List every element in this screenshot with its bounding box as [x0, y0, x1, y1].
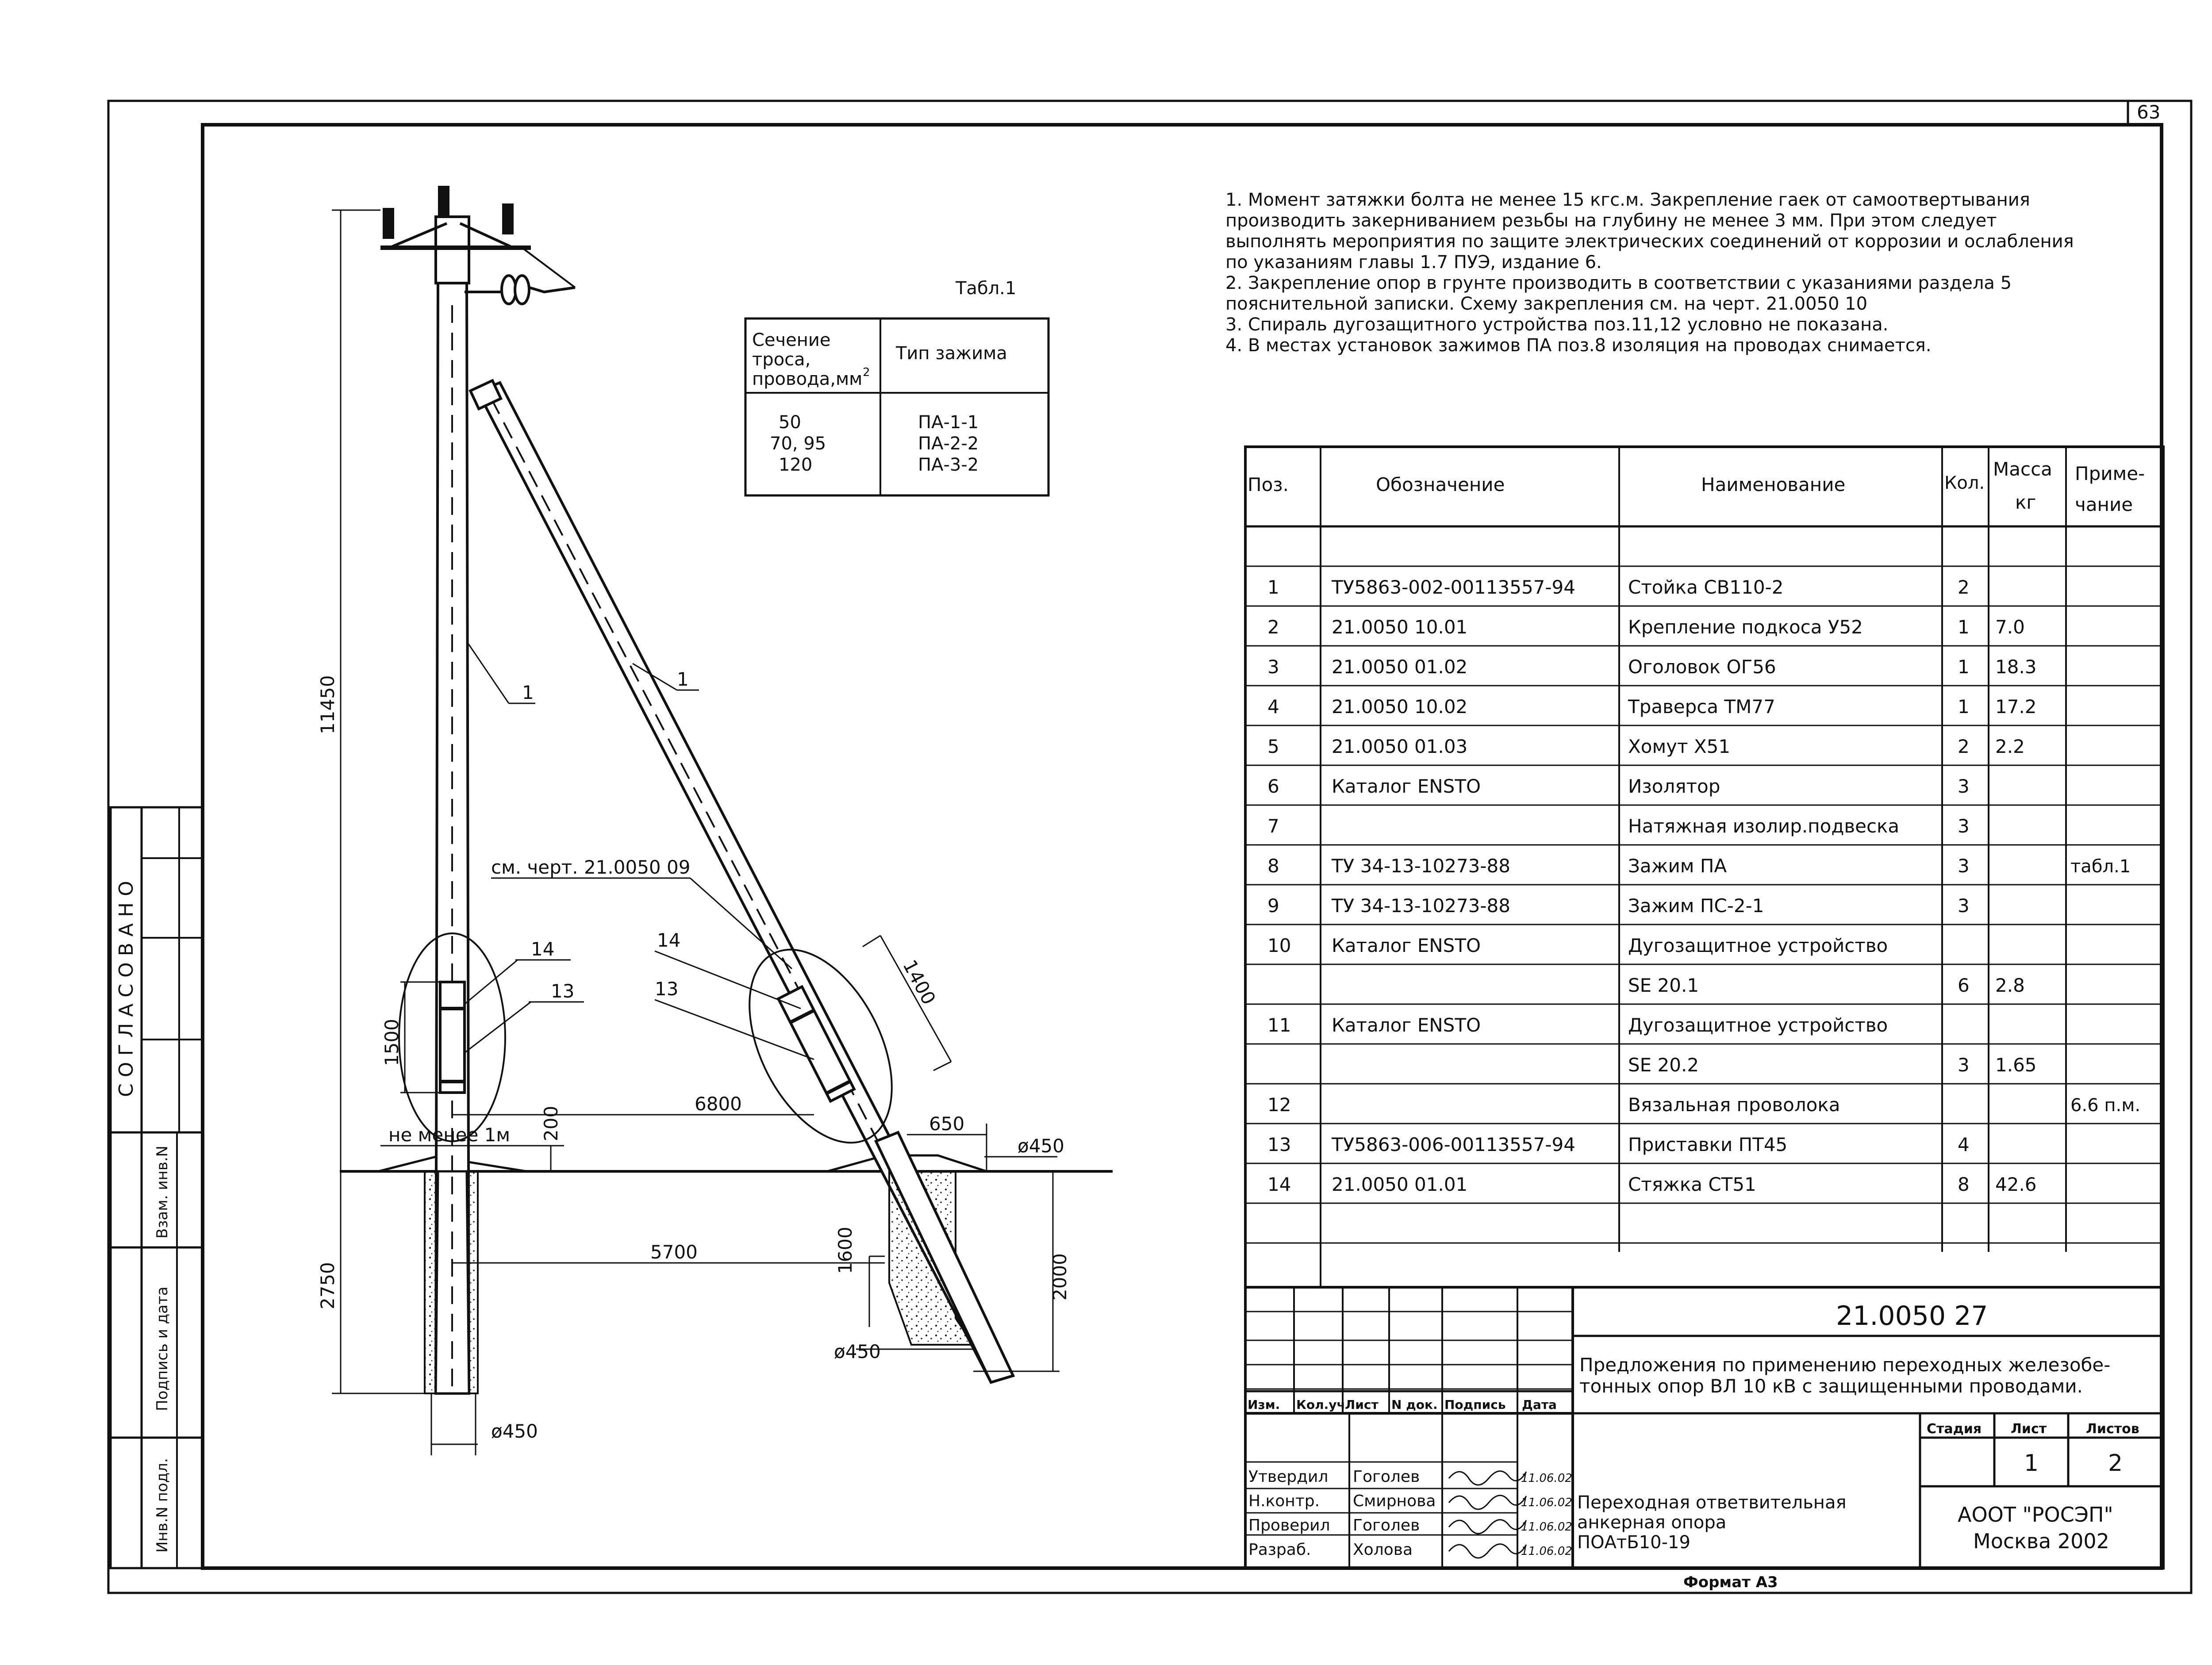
spec-cell-oboz: Каталог ENSTO — [1332, 935, 1481, 956]
spec-cell-massa: 18.3 — [1995, 656, 2037, 678]
spec-cell-massa: 2.2 — [1995, 736, 2025, 757]
spec-cell-pos: 9 — [1267, 895, 1279, 917]
spec-cell-oboz: ТУ5863-002-00113557-94 — [1332, 576, 1575, 598]
spec-cell-kol: 1 — [1958, 656, 1970, 678]
spec-head-prim: Приме- — [2075, 463, 2145, 484]
spec-head-naim: Наименование — [1701, 474, 1846, 495]
spec-cell-naim: Дугозащитное устройство — [1628, 935, 1888, 956]
spec-cell-kol: 3 — [1958, 815, 1970, 837]
table-1-head-line: провода,мм — [752, 369, 863, 389]
spec-cell-naim: SE 20.1 — [1628, 974, 1699, 996]
note-line: пояснительной записки. Схему закрепления см. на черт. 21.0050 10 — [1225, 294, 1868, 314]
table-1-section: 50 — [779, 412, 801, 433]
title-name: Смирнова — [1353, 1492, 1436, 1510]
stage-head: Стадия — [1927, 1421, 1982, 1437]
spec-cell-naim: SE 20.2 — [1628, 1054, 1699, 1076]
dim-1600: 1600 — [834, 1227, 856, 1274]
spec-cell-naim: Стойка СВ110-2 — [1628, 576, 1784, 598]
dim-not-less: не менее 1м — [388, 1124, 511, 1146]
spec-cell-oboz: 21.0050 10.02 — [1332, 696, 1468, 717]
title-role: Н.контр. — [1248, 1492, 1320, 1510]
spec-cell-kol: 3 — [1958, 775, 1970, 797]
specification-table — [1245, 447, 2163, 1287]
title-block — [1245, 1287, 2163, 1591]
title-date: 11.06.02 — [1521, 1545, 1572, 1558]
spec-cell-naim: Изолятор — [1628, 775, 1720, 797]
title-col-head: Подпись — [1444, 1397, 1506, 1412]
leader-pos-14-right: 14 — [657, 929, 681, 951]
dim-diameter-low: ø450 — [834, 1341, 881, 1362]
title-role: Проверил — [1248, 1516, 1330, 1535]
spec-head-massa-unit: кг — [2015, 491, 2036, 513]
spec-cell-kol: 8 — [1958, 1174, 1970, 1195]
pole-drawing — [317, 186, 1113, 1455]
spec-cell-pos: 11 — [1267, 1014, 1291, 1036]
dim-6800: 6800 — [695, 1093, 742, 1115]
spec-cell-naim: Стяжка СТ51 — [1628, 1174, 1756, 1195]
spec-cell-naim: Оголовок ОГ56 — [1628, 656, 1776, 678]
spec-cell-naim: Крепление подкоса У52 — [1628, 616, 1863, 638]
note-line: 1. Момент затяжки болта не менее 15 кгс.м. Закрепление гаек от самоотвертывания — [1225, 190, 2030, 210]
general-notes — [1225, 190, 2074, 356]
spec-cell-oboz: ТУ5863-006-00113557-94 — [1332, 1134, 1575, 1155]
spec-cell-naim: Траверса ТМ77 — [1628, 696, 1775, 717]
spec-cell-naim: Хомут Х51 — [1628, 736, 1731, 757]
dim-5700: 5700 — [650, 1241, 698, 1263]
approved-label: С О Г Л А С О В А Н О — [115, 881, 138, 1097]
table-1-section: 70, 95 — [770, 434, 826, 454]
sheet-name-line: ПОАтБ10-19 — [1577, 1532, 1690, 1553]
signature-mark — [1449, 1471, 1526, 1485]
title-role: Утвердил — [1248, 1468, 1329, 1486]
note-line: 2. Закрепление опор в грунте производить в соответствии с указаниями раздела 5 — [1225, 273, 2012, 293]
spec-cell-kol: 2 — [1958, 736, 1970, 757]
dim-reference: см. черт. 21.0050 09 — [491, 856, 691, 878]
spec-cell-naim: Зажим ПА — [1628, 855, 1727, 877]
spec-cell-kol: 1 — [1958, 616, 1970, 638]
spec-cell-kol: 3 — [1958, 895, 1970, 917]
spec-head-massa: Масса — [1993, 458, 2052, 480]
spec-head-prim-2: чание — [2075, 494, 2133, 515]
sign-date-label: Подпись и дата — [154, 1286, 171, 1411]
leader-pos-1-left: 1 — [522, 682, 534, 703]
table-1-title: Табл.1 — [956, 278, 1017, 299]
spec-cell-pos: 12 — [1267, 1094, 1291, 1116]
dim-diameter-right: ø450 — [1018, 1135, 1064, 1157]
spec-cell-pos: 7 — [1267, 815, 1279, 837]
title-role: Разраб. — [1248, 1541, 1311, 1559]
dim-1400: 1400 — [899, 956, 940, 1009]
table-1-clamp: ПА-2-2 — [918, 434, 979, 454]
table-1 — [745, 278, 1048, 495]
inv-orig-label: Инв.N подл. — [154, 1458, 171, 1553]
title-date: 11.06.02 — [1521, 1472, 1572, 1485]
title-col-head: Дата — [1522, 1397, 1557, 1412]
dim-1500: 1500 — [381, 1019, 403, 1066]
spec-cell-oboz: 21.0050 10.01 — [1332, 616, 1468, 638]
spec-cell-prim: 6.6 п.м. — [2070, 1095, 2141, 1116]
org-city: Москва 2002 — [1973, 1529, 2109, 1553]
spec-head-pos: Поз. — [1248, 474, 1289, 495]
dim-200: 200 — [540, 1105, 562, 1141]
leader-pos-13-left: 13 — [551, 980, 575, 1002]
signature-mark — [1449, 1496, 1526, 1509]
doc-title-line: тонных опор ВЛ 10 кВ с защищенными проводами. — [1579, 1375, 2083, 1397]
table-1-clamp: ПА-1-1 — [918, 412, 979, 433]
spec-cell-massa: 2.8 — [1995, 974, 2025, 996]
title-name: Гоголев — [1353, 1516, 1420, 1535]
spec-cell-pos: 14 — [1267, 1174, 1291, 1195]
dim-2000: 2000 — [1049, 1253, 1071, 1301]
spec-cell-kol: 1 — [1958, 696, 1970, 717]
leader-pos-1-right: 1 — [677, 668, 689, 690]
title-date: 11.06.02 — [1521, 1520, 1572, 1534]
title-col-head: N док. — [1391, 1397, 1438, 1412]
spec-cell-massa: 42.6 — [1995, 1174, 2037, 1195]
note-line: по указаниям главы 1.7 ПУЭ, издание 6. — [1225, 252, 1602, 272]
sheets-head: Листов — [2086, 1421, 2139, 1437]
doc-code: 21.0050 27 — [1836, 1301, 1988, 1331]
title-name: Холова — [1353, 1541, 1413, 1559]
spec-cell-pos: 4 — [1267, 696, 1279, 717]
table-1-head-line: троса, — [752, 349, 811, 370]
format-label: Формат А3 — [1683, 1573, 1778, 1591]
spec-head-oboz: Обозначение — [1376, 474, 1505, 495]
spec-cell-oboz: 21.0050 01.01 — [1332, 1174, 1468, 1195]
dim-650: 650 — [929, 1113, 965, 1135]
sheet-head: Лист — [2011, 1421, 2047, 1437]
spec-cell-pos: 2 — [1267, 616, 1279, 638]
spec-cell-naim: Вязальная проволока — [1628, 1094, 1840, 1116]
note-line: 4. В местах установок зажимов ПА поз.8 изоляция на проводах снимается. — [1225, 335, 1932, 356]
spec-cell-oboz: ТУ 34-13-10273-88 — [1332, 855, 1511, 877]
table-1-head-sup: 2 — [863, 366, 870, 379]
spec-cell-naim: Дугозащитное устройство — [1628, 1014, 1888, 1036]
spec-cell-naim: Натяжная изолир.подвеска — [1628, 815, 1900, 837]
spec-cell-oboz: 21.0050 01.02 — [1332, 656, 1468, 678]
sheet-name-line: Переходная ответвительная — [1577, 1492, 1847, 1513]
note-line: производить закерниванием резьбы на глубину не менее 3 мм. При этом следует — [1225, 211, 1997, 231]
leader-pos-13-right: 13 — [655, 978, 679, 1000]
table-1-clamp: ПА-3-2 — [918, 455, 979, 475]
spec-cell-massa: 17.2 — [1995, 696, 2037, 717]
title-col-head: Лист — [1345, 1397, 1379, 1412]
spec-cell-pos: 3 — [1267, 656, 1279, 678]
title-date: 11.06.02 — [1521, 1496, 1572, 1509]
spec-cell-massa: 1.65 — [1995, 1054, 2037, 1076]
leader-pos-14-left: 14 — [531, 938, 555, 960]
note-line: выполнять мероприятия по защите электрических соединений от коррозии и ослабления — [1225, 231, 2074, 252]
sheet-name-line: анкерная опора — [1577, 1512, 1727, 1533]
spec-cell-pos: 6 — [1267, 775, 1279, 797]
spec-cell-massa: 7.0 — [1995, 616, 2025, 638]
spec-cell-naim: Приставки ПТ45 — [1628, 1134, 1788, 1155]
spec-cell-oboz: Каталог ENSTO — [1332, 1014, 1481, 1036]
spec-cell-oboz: 21.0050 01.03 — [1332, 736, 1468, 757]
dim-ground-depth: 2750 — [317, 1262, 338, 1309]
side-stamp — [111, 807, 203, 1568]
spec-cell-kol: 3 — [1958, 855, 1970, 877]
title-col-head: Изм. — [1248, 1397, 1280, 1412]
spec-cell-kol: 6 — [1958, 974, 1970, 996]
sheets-total: 2 — [2108, 1450, 2123, 1477]
note-line: 3. Спираль дугозащитного устройства поз.11,12 условно не показана. — [1225, 315, 1889, 335]
spec-cell-oboz: ТУ 34-13-10273-88 — [1332, 895, 1511, 917]
spec-cell-pos: 13 — [1267, 1134, 1291, 1155]
spec-head-kol: Кол. — [1944, 473, 1985, 493]
sheet-number: 1 — [2024, 1450, 2039, 1477]
signature-mark — [1449, 1520, 1526, 1534]
title-col-head: Кол.уч — [1296, 1397, 1345, 1412]
org-name: АООТ "РОСЭП" — [1958, 1503, 2113, 1527]
signature-mark — [1449, 1544, 1526, 1558]
dim-diameter-bottom: ø450 — [491, 1420, 538, 1442]
table-1-head-clamp: Тип зажима — [896, 343, 1007, 364]
spec-cell-pos: 10 — [1267, 935, 1291, 956]
spec-cell-kol: 2 — [1958, 576, 1970, 598]
table-1-section: 120 — [779, 455, 813, 475]
spec-cell-pos: 1 — [1267, 576, 1279, 598]
spec-cell-kol: 4 — [1958, 1134, 1970, 1155]
table-1-head-line: Сечение — [752, 330, 831, 350]
sheet-corner-number: 63 — [2137, 101, 2161, 123]
spec-cell-oboz: Каталог ENSTO — [1332, 775, 1481, 797]
spec-cell-pos: 5 — [1267, 736, 1279, 757]
dim-height-total: 11450 — [317, 675, 338, 734]
vzam-label: Взам. инв.N — [154, 1145, 171, 1239]
spec-cell-prim: табл.1 — [2070, 856, 2131, 877]
title-name: Гоголев — [1353, 1468, 1420, 1486]
spec-cell-naim: Зажим ПС-2-1 — [1628, 895, 1764, 917]
spec-cell-kol: 3 — [1958, 1054, 1970, 1076]
spec-cell-pos: 8 — [1267, 855, 1279, 877]
doc-title-line: Предложения по применению переходных железобе- — [1579, 1354, 2111, 1376]
